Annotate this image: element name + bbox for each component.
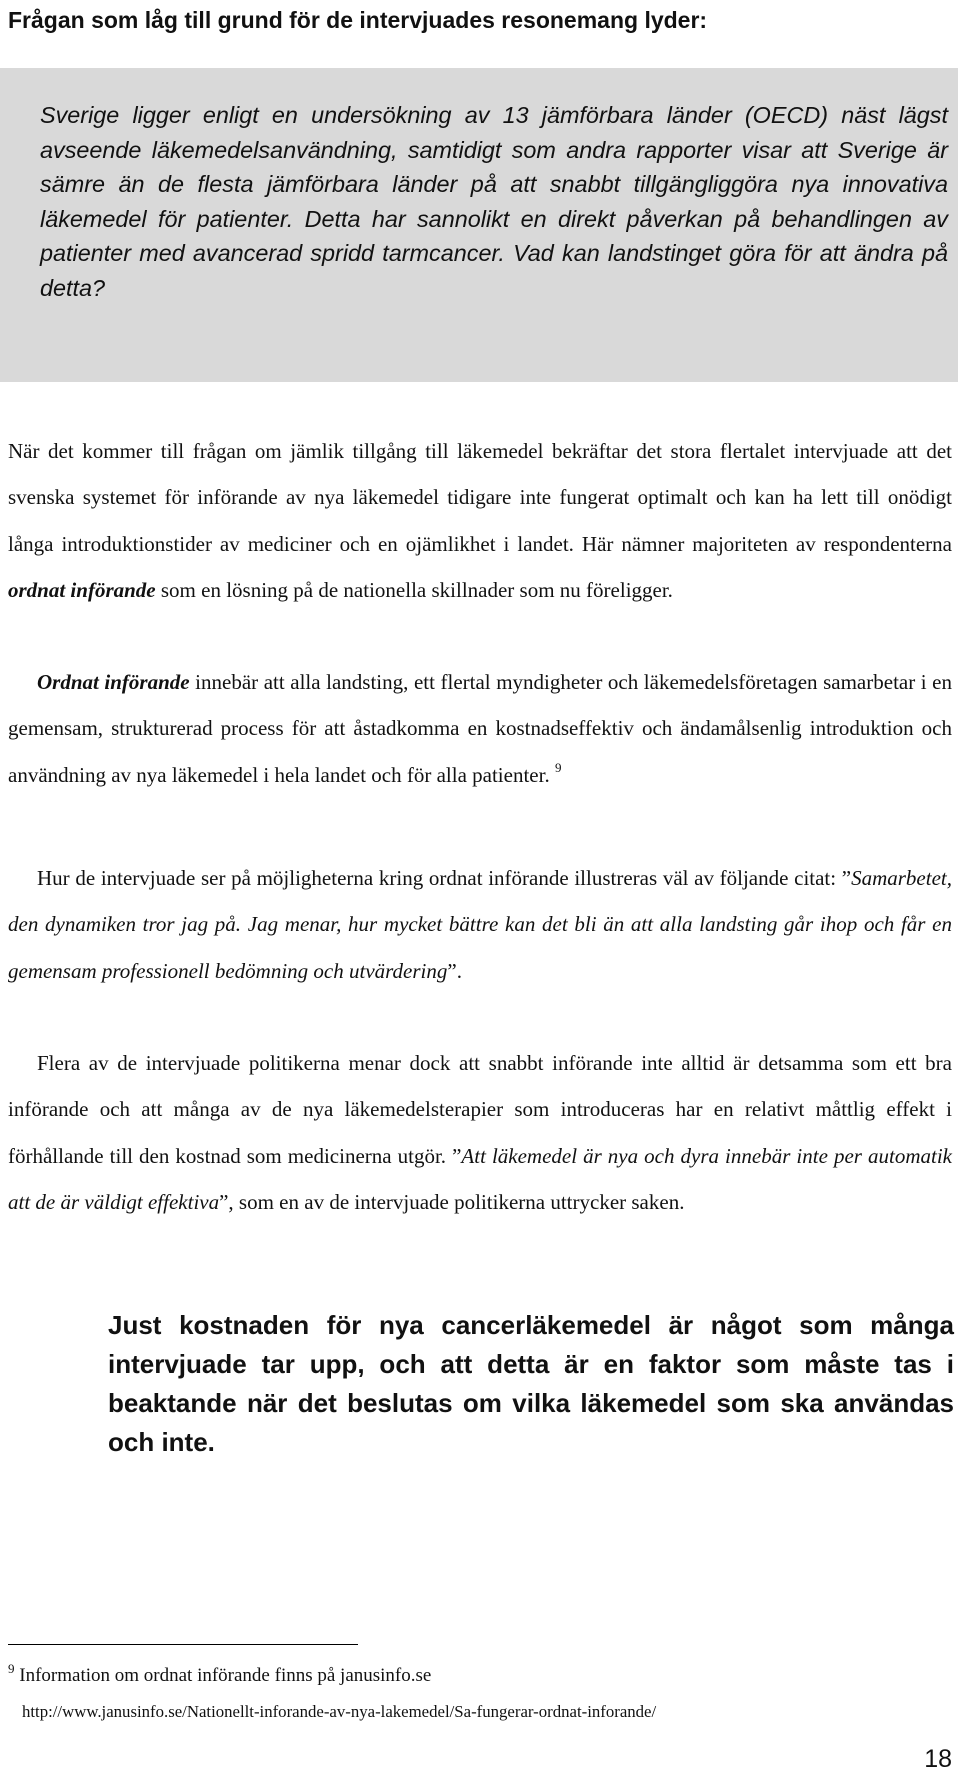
footnote-number: 9 [8, 1661, 15, 1676]
paragraph-3-text-b: ”. [447, 958, 462, 983]
paragraph-1-emphasis: ordnat införande [8, 577, 156, 602]
question-box [0, 68, 958, 382]
paragraph-3-text-a: Hur de intervjuade ser på möjligheterna kring ordnat införande illustreras väl av följande citat: ” [37, 866, 852, 890]
paragraph-1-text-a: När det kommer till frågan om jämlik tillgång till läkemedel bekräftar det stora flertalet intervjuade att det svenska systemet för införande av nya läkemedel tidigare inte fungerat optimalt och kan ha lett till onödigt långa introduktionstider av mediciner och en ojämlikhet i landet. Här nämner majoriteten av respondenterna [8, 439, 952, 556]
callout-text: Just kostnaden för nya cancerläkemedel är något som många intervjuade tar upp, och att detta är en faktor som måste tas i beaktande när det beslutas om vilka läkemedel som ska användas och inte. [108, 1310, 954, 1457]
footnote-divider [8, 1644, 358, 1645]
paragraph-4-text-b: ”, som en av de intervjuade politikerna uttrycker saken. [219, 1189, 685, 1214]
paragraph-4-quote: Att läkemedel är nya och dyra innebär inte per automatik att de är väldigt effektiva [8, 1143, 952, 1214]
paragraph-4 [8, 1040, 952, 1225]
footnote-reference[interactable]: 9 [554, 759, 562, 775]
paragraph-3 [8, 855, 952, 994]
paragraph-3-quote: Samarbetet, den dynamiken tror jag på. Jag menar, hur mycket bättre kan det bli än att alla landsting går ihop och får en gemensam professionell bedömning och utvärdering [8, 866, 952, 983]
paragraph-2 [8, 659, 952, 798]
footnote [8, 1662, 948, 1690]
paragraph-4-text-a: Flera av de intervjuade politikerna menar dock att snabbt införande inte alltid är detsamma som ett bra införande och att många av de nya läkemedelsterapier som introduceras har en relativt måttlig effekt i förhållande till den kostnad som medicinerna utgör. ” [8, 1051, 952, 1168]
question-text: Sverige ligger enligt en undersökning av 13 jämförbara länder (OECD) näst lägst avseende läkemedelsanvändning, samtidigt som andra rapporter visar att Sverige är sämre än de flesta jämförbara länder på att snabbt tillgängliggöra nya innovativa läkemedel för patienter. Detta har sannolikt en direkt påverkan på behandlingen av patienter med avancerad spridd tarmcancer. Vad kan landstinget göra för att ändra på detta? [40, 102, 948, 301]
footnote-text: Information om ordnat införande finns på janusinfo.se [14, 1665, 432, 1686]
paragraph-1-text-b: som en lösning på de nationella skillnader som nu föreligger. [155, 577, 673, 602]
section-heading: Frågan som låg till grund för de intervjuades resonemang lyder: [8, 7, 708, 33]
paragraph-2-text: innebär att alla landsting, ett flertal myndigheter och läkemedelsföretagen samarbetar i en gemensam, strukturerad process för att åstadkomma en kostnadseffektiv och ändamålsenlig introduktion och användning av nya läkemedel i hela landet och för alla patienter. [8, 670, 953, 787]
paragraph-1 [8, 428, 952, 613]
paragraph-2-emphasis: Ordnat införande [37, 670, 190, 694]
footnote-link[interactable]: http://www.janusinfo.se/Nationellt-inforande-av-nya-lakemedel/Sa-fungerar-ordnat-inforande/ [22, 1702, 657, 1721]
page-number: 18 [924, 1745, 952, 1773]
